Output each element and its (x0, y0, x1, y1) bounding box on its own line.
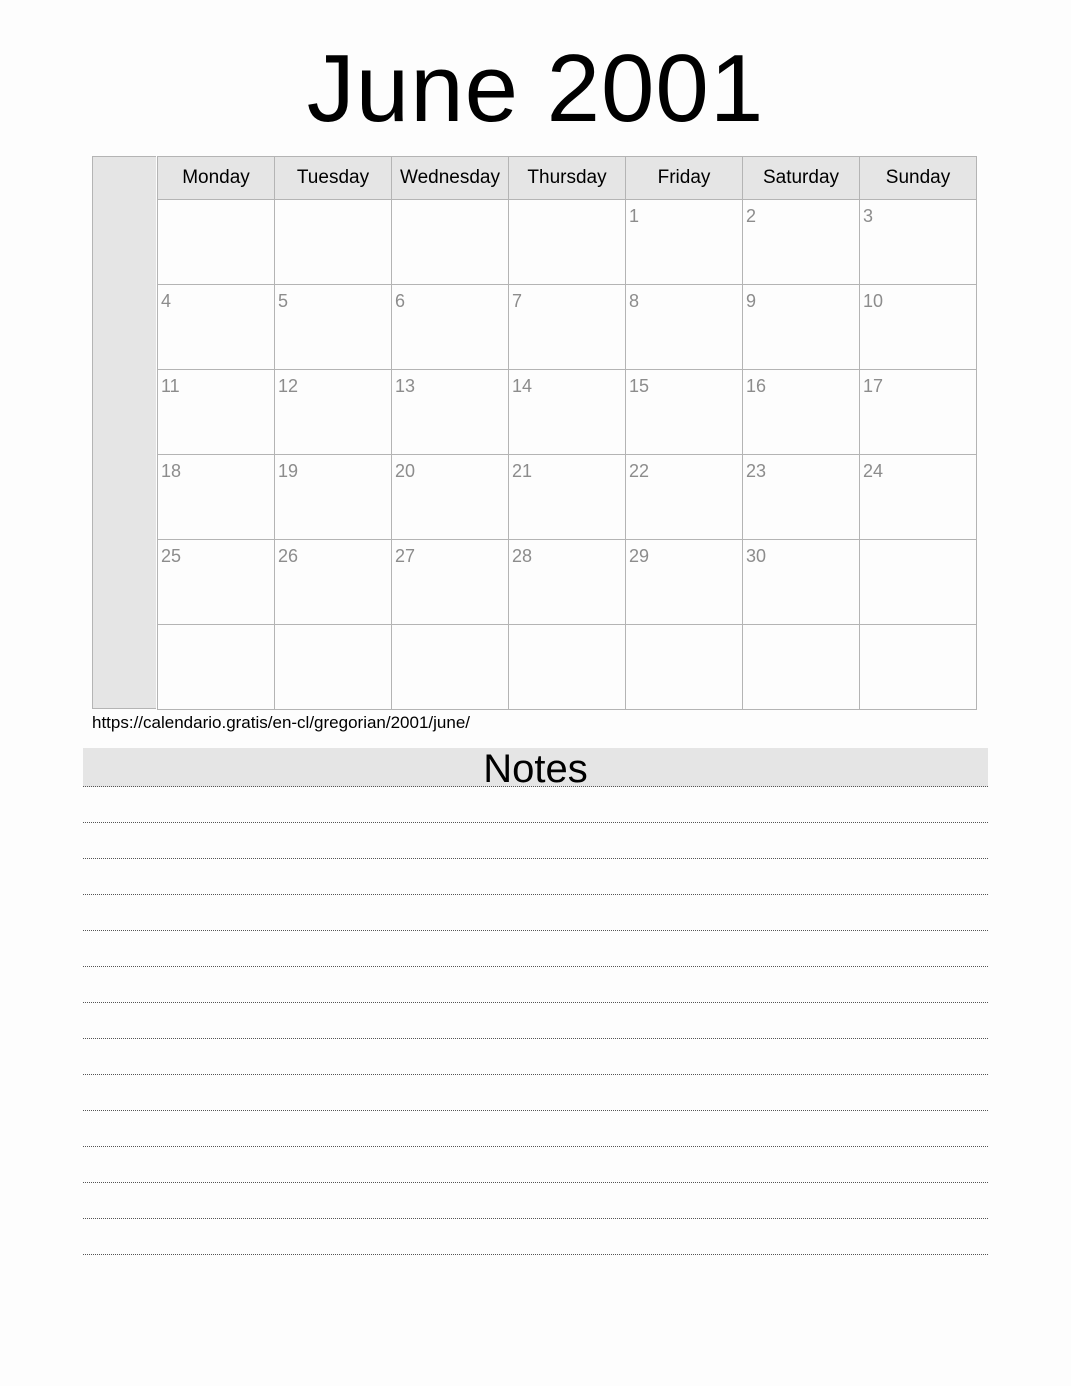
weekday-header: Thursday (509, 157, 626, 200)
day-number: 25 (161, 546, 182, 566)
day-cell (626, 370, 743, 455)
note-line (83, 859, 988, 895)
day-number (158, 200, 274, 206)
day-cell (158, 625, 275, 710)
calendar-grid (157, 156, 977, 710)
day-cell (860, 540, 977, 625)
note-line (83, 1147, 988, 1183)
weekday-header: Tuesday (275, 157, 392, 200)
day-number: 23 (746, 461, 767, 481)
day-number: 4 (161, 291, 172, 311)
day-cell (158, 455, 275, 540)
day-cell (509, 455, 626, 540)
note-line (83, 967, 988, 1003)
day-number (626, 625, 742, 631)
day-number: 6 (395, 291, 406, 311)
day-cell (275, 285, 392, 370)
calendar-week-row (158, 285, 977, 370)
day-number: 30 (746, 546, 767, 566)
note-line (83, 931, 988, 967)
day-cell (509, 200, 626, 285)
calendar-week-row (158, 625, 977, 710)
day-number (743, 625, 859, 631)
note-line (83, 1183, 988, 1219)
day-cell (743, 200, 860, 285)
day-cell (158, 200, 275, 285)
day-cell (275, 625, 392, 710)
day-number: 3 (863, 206, 874, 226)
day-cell (626, 540, 743, 625)
day-number: 27 (395, 546, 416, 566)
day-cell (158, 370, 275, 455)
day-number: 15 (629, 376, 650, 396)
week-number-column (92, 156, 156, 709)
calendar-title: June 2001 (306, 35, 765, 142)
notes-heading: Notes (83, 748, 988, 787)
weekday-header: Monday (158, 157, 275, 200)
day-cell (275, 370, 392, 455)
day-number: 11 (161, 376, 180, 396)
day-number: 8 (629, 291, 640, 311)
day-cell (392, 285, 509, 370)
day-cell (860, 625, 977, 710)
day-number (275, 200, 391, 206)
day-number (860, 540, 976, 546)
day-cell (860, 200, 977, 285)
day-cell (509, 285, 626, 370)
day-cell (392, 455, 509, 540)
day-number: 5 (278, 291, 289, 311)
day-number: 21 (512, 461, 533, 481)
day-cell (392, 200, 509, 285)
day-cell (743, 625, 860, 710)
day-cell (275, 540, 392, 625)
day-number: 13 (395, 376, 416, 396)
day-number: 17 (863, 376, 884, 396)
day-number: 1 (629, 206, 640, 226)
day-cell (626, 285, 743, 370)
day-cell (860, 285, 977, 370)
day-cell (275, 455, 392, 540)
day-number: 10 (863, 291, 884, 311)
note-line (83, 823, 988, 859)
day-number: 28 (512, 546, 533, 566)
day-cell (743, 285, 860, 370)
day-number: 19 (278, 461, 299, 481)
calendar-week-row (158, 370, 977, 455)
day-number: 29 (629, 546, 650, 566)
day-number (860, 625, 976, 631)
day-cell (743, 370, 860, 455)
day-cell (392, 540, 509, 625)
day-number: 2 (746, 206, 757, 226)
day-number: 24 (863, 461, 884, 481)
day-cell (626, 200, 743, 285)
day-number: 12 (278, 376, 299, 396)
day-number: 9 (746, 291, 757, 311)
day-number: 16 (746, 376, 767, 396)
note-line (83, 895, 988, 931)
day-cell (626, 455, 743, 540)
calendar-week-row (158, 455, 977, 540)
weekday-header: Saturday (743, 157, 860, 200)
weekday-header: Friday (626, 157, 743, 200)
day-cell (392, 370, 509, 455)
note-line (83, 1219, 988, 1255)
day-cell (626, 625, 743, 710)
day-number (509, 200, 625, 206)
calendar-week-row (158, 540, 977, 625)
day-number: 20 (395, 461, 416, 481)
source-url[interactable]: https://calendario.gratis/en-cl/gregorian/2001/june/ (92, 713, 471, 732)
day-number: 7 (512, 291, 523, 311)
note-line (83, 1039, 988, 1075)
day-number (509, 625, 625, 631)
note-line (83, 1003, 988, 1039)
day-cell (509, 540, 626, 625)
day-number: 22 (629, 461, 650, 481)
notes-lines (83, 787, 988, 1255)
note-line (83, 1075, 988, 1111)
day-number: 26 (278, 546, 299, 566)
day-cell (509, 625, 626, 710)
day-number (275, 625, 391, 631)
weekday-header-row (158, 157, 977, 200)
calendar-week-row (158, 200, 977, 285)
day-cell (158, 285, 275, 370)
day-number: 18 (161, 461, 182, 481)
weekday-header: Sunday (860, 157, 977, 200)
day-cell (275, 200, 392, 285)
day-cell (743, 540, 860, 625)
day-cell (860, 370, 977, 455)
day-number (392, 200, 508, 206)
day-cell (509, 370, 626, 455)
note-line (83, 787, 988, 823)
day-number (158, 625, 274, 631)
weekday-header: Wednesday (392, 157, 509, 200)
day-cell (860, 455, 977, 540)
day-cell (158, 540, 275, 625)
note-line (83, 1111, 988, 1147)
day-cell (392, 625, 509, 710)
day-cell (743, 455, 860, 540)
day-number (392, 625, 508, 631)
day-number: 14 (512, 376, 533, 396)
